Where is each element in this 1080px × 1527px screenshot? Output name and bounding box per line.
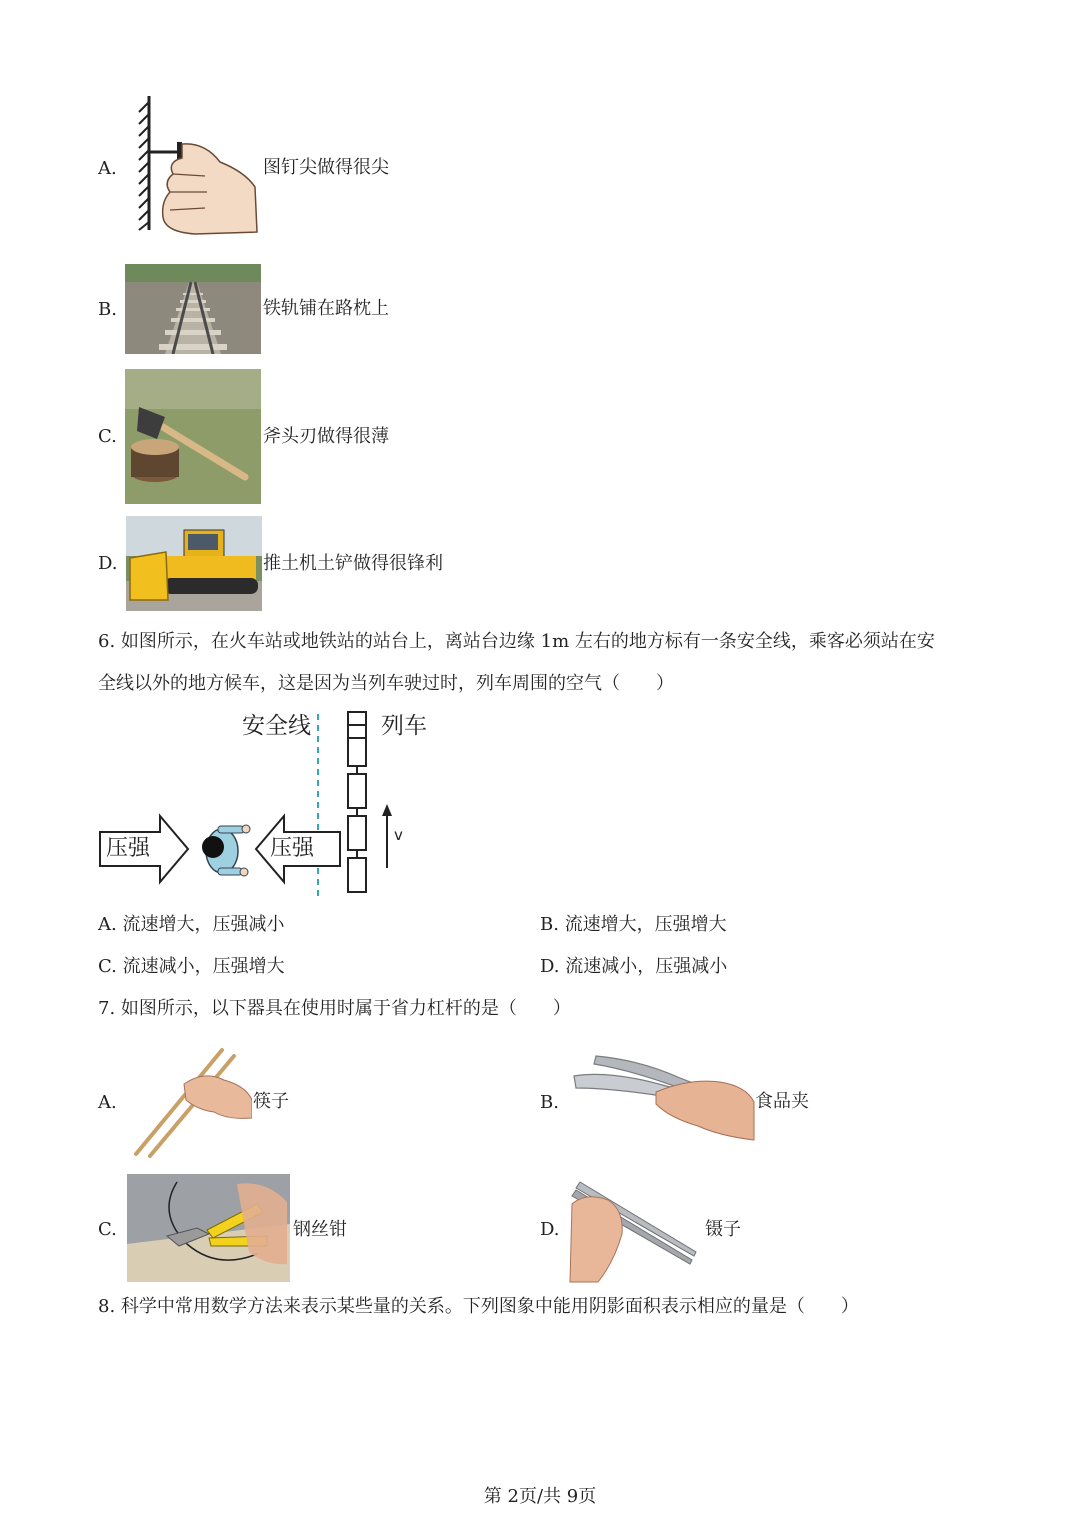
q6-option-c[interactable] [98,956,285,978]
q5-option-d-letter: D. [98,553,118,574]
train-label: 列车 [381,713,427,739]
q6-option-d-letter: D. [540,956,560,977]
page-number-footer: 第 2页/共 9页 [483,1486,597,1507]
q6-option-a-letter: A. [98,914,117,935]
q6-stem-line-1: 6. 如图所示，在火车站或地铁站的站台上，离站台边缘 1m 左右的地方标有一条安全线，乘客必须站在安 [98,631,935,652]
q6-option-b-text: 流速增大，压强增大 [564,914,727,935]
q7-option-b-caption: 食品夹 [755,1091,809,1112]
axe-on-stump-photo [125,369,261,504]
q5-option-a-letter: A. [98,158,117,179]
q7-option-d-caption: 镊子 [705,1219,741,1240]
q6-stem-line-2: 全线以外的地方候车，这是因为当列车驶过时，列车周围的空气（ ） [98,673,674,694]
q6-option-a-text: 流速增大，压强减小 [122,914,285,935]
q7-option-d-letter: D. [540,1219,560,1240]
tweezers-photo [568,1178,702,1284]
q6-option-c-letter: C. [98,956,117,977]
q6-option-d-text: 流速减小，压强减小 [565,956,728,977]
railway-track-photo [125,264,261,354]
q5-option-c-caption: 斧头刃做得很薄 [263,426,389,447]
q6-option-a[interactable] [98,914,284,936]
pressure-label-left: 压强 [106,836,151,861]
q6-option-d[interactable] [540,956,727,978]
q5-option-b-caption: 铁轨铺在路枕上 [263,298,389,319]
thumbtack-hand-illustration [125,92,265,242]
q7-stem: 7. 如图所示，以下器具在使用时属于省力杠杆的是（ ） [98,998,571,1019]
pressure-label-right: 压强 [270,836,315,861]
q6-option-c-text: 流速减小，压强增大 [122,956,285,977]
wire-pliers-photo [127,1174,290,1282]
q8-stem: 8. 科学中常用数学方法来表示某些量的关系。下列图象中能用阴影面积表示相应的量是（ ） [98,1296,859,1317]
q6-option-b[interactable] [540,914,727,936]
q5-option-b-letter: B. [98,299,117,320]
q6-option-b-letter: B. [540,914,559,935]
q7-option-c-caption: 钢丝钳 [293,1219,347,1240]
food-tongs-photo [570,1052,756,1144]
q6-stem [98,621,998,705]
q7-option-b-letter: B. [540,1092,559,1113]
q5-option-c-letter: C. [98,426,117,447]
velocity-label: v [394,826,403,844]
q5-option-a-caption: 图钉尖做得很尖 [263,157,389,178]
q7-option-c-letter: C. [98,1219,117,1240]
bulldozer-photo [126,516,262,611]
chopsticks-photo [128,1044,252,1160]
q6-figure [98,708,427,900]
q5-option-d-caption: 推土机土铲做得很锋利 [263,553,443,574]
q7-option-a-caption: 筷子 [253,1091,289,1112]
safety-line-label: 安全线 [242,713,311,739]
q7-option-a-letter: A. [98,1092,117,1113]
